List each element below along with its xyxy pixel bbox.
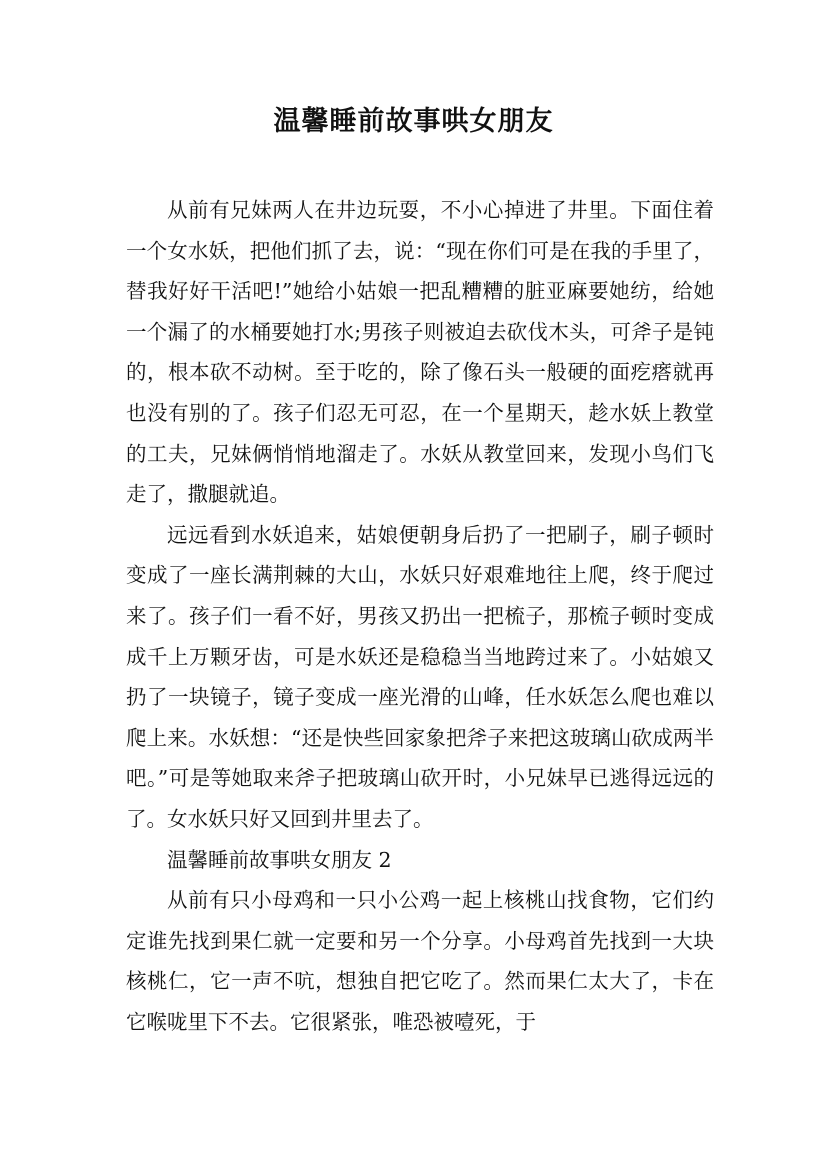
paragraph-2: 远远看到水妖追来，姑娘便朝身后扔了一把刷子，刷子顿时变成了一座长满荆棘的大山，水妖只好艰难地往上爬，终于爬过来了。孩子们一看不好，男孩又扔出一把梳子，那梳子顿时变成成千上万颗牙齿，可是水妖还是稳稳当当地跨过来了。小姑娘又扔了一块镜子，镜子变成一座光滑的山峰，任水妖怎么爬也难以爬上来。水妖想：“还是快些回家象把斧子来把这玻璃山砍成两半吧。”可是等她取来斧子把玻璃山砍开时，小兄妹早已逃得远远的了。女水妖只好又回到井里去了。 bbox=[126, 522, 714, 831]
paragraph-1: 从前有兄妹两人在井边玩耍，不小心掉进了井里。下面住着一个女水妖，把他们抓了去，说：“现在你们可是在我的手里了，替我好好干活吧!”她给小姑娘一把乱糟糟的脏亚麻要她纺，给她一个漏了的水桶要她打水;男孩子则被迫去砍伐木头，可斧子是钝的，根本砍不动树。至于吃的，除了像石头一般硬的面疙瘩就再也没有别的了。孩子们忍无可忍，在一个星期天，趁水妖上教堂的工夫，兄妹俩悄悄地溜走了。水妖从教堂回来，发现小鸟们飞走了，撒腿就追。 bbox=[126, 198, 714, 507]
paragraph-3: 从前有只小母鸡和一只小公鸡一起上核桃山找食物，它们约定谁先找到果仁就一定要和另一个分享。小母鸡首先找到一大块核桃仁，它一声不吭，想独自把它吃了。然而果仁太大了，卡在它喉咙里下不去。它很紧张，唯恐被噎死，于 bbox=[126, 888, 714, 1034]
section-subheading: 温馨睡前故事哄女朋友 2 bbox=[167, 847, 392, 872]
document-body bbox=[126, 190, 714, 1042]
document-title: 温馨睡前故事哄女朋友 bbox=[273, 106, 554, 137]
